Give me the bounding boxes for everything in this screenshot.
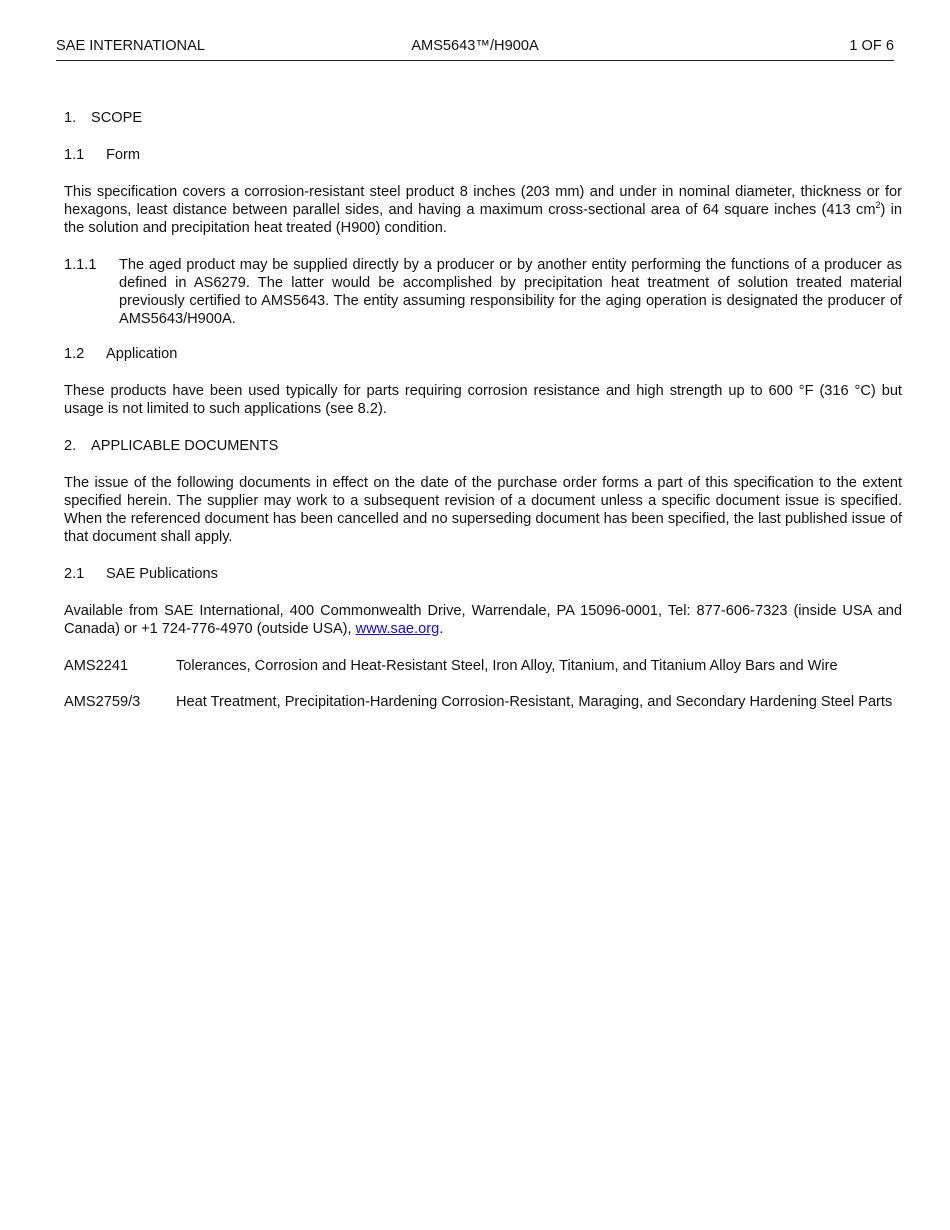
section-title: Application: [106, 346, 178, 362]
reference-entry: [64, 657, 902, 675]
availability-text: Available from SAE International, 400 Commonwealth Drive, Warrendale, PA 15096-0001, Tel: 877-606-7323 (inside USA and Canada) or +1 724-776-4970 (outside USA),: [64, 603, 902, 637]
document-body: [64, 109, 902, 729]
section-title: SAE Publications: [106, 566, 218, 582]
header-document-number: AMS5643™/H900A: [411, 38, 539, 54]
section-title: SCOPE: [91, 110, 143, 126]
header-organization: SAE INTERNATIONAL: [56, 38, 205, 54]
header-page-number: 1 OF 6: [849, 38, 894, 54]
section-2-heading: [64, 437, 902, 455]
sae-availability-paragraph: [64, 602, 902, 638]
reference-title: Heat Treatment, Precipitation-Hardening Corrosion-Resistant, Maraging, and Secondary Hardening Steel Parts: [176, 694, 893, 710]
section-1-1-heading: [64, 146, 902, 164]
section-number: 1.1.1: [64, 257, 97, 273]
page-header: [56, 38, 894, 61]
sae-website-link[interactable]: www.sae.org: [355, 621, 440, 637]
section-1-1-1: [64, 256, 902, 328]
section-number: 1.: [64, 110, 77, 126]
applicable-documents-paragraph: The issue of the following documents in effect on the date of the purchase order forms a part of this specification to the extent specified herein. The supplier may work to a subsequent revision of a document unless a specific document issue is specified. When the referenced document has been cancelled and no superseding document has been specified, the last published issue of that document shall apply.: [64, 475, 902, 545]
availability-text-end: .: [439, 621, 444, 637]
reference-title: Tolerances, Corrosion and Heat-Resistant Steel, Iron Alloy, Titanium, and Titanium Alloy Bars and Wire: [176, 658, 838, 674]
reference-code: AMS2241: [64, 658, 129, 674]
section-1-2-heading: [64, 345, 902, 363]
reference-code: AMS2759/3: [64, 694, 141, 710]
section-text: The aged product may be supplied directly by a producer or by another entity performing the functions of a producer as defined in AS6279. The latter would be accomplished by precipitation heat treatment of solution treated material previously certified to AMS5643. The entity assuming responsibility for the aging operation is designated the producer of AMS5643/H900A.: [119, 257, 902, 327]
section-1-heading: [64, 109, 902, 127]
form-text-part-1: This specification covers a corrosion-resistant steel product 8 inches (203 mm) and under in nominal diameter, thickness or for hexagons, least distance between parallel sides, and having a maximum cross-sectional area of 64 square inches (413 cm: [64, 184, 902, 218]
section-number: 2.1: [64, 566, 85, 582]
section-2-1-heading: [64, 565, 902, 583]
section-title: APPLICABLE DOCUMENTS: [91, 438, 279, 454]
section-number: 1.1: [64, 147, 85, 163]
form-paragraph: [64, 183, 902, 237]
section-title: Form: [106, 147, 141, 163]
section-number: 1.2: [64, 346, 85, 362]
section-number: 2.: [64, 438, 77, 454]
application-paragraph: These products have been used typically for parts requiring corrosion resistance and high strength up to 600 °F (316 °C) but usage is not limited to such applications (see 8.2).: [64, 383, 902, 417]
superscript: 2: [875, 200, 881, 211]
reference-entry: [64, 693, 902, 711]
form-text-part-2: ) in the solution and precipitation heat treated (H900) condition.: [64, 202, 902, 236]
